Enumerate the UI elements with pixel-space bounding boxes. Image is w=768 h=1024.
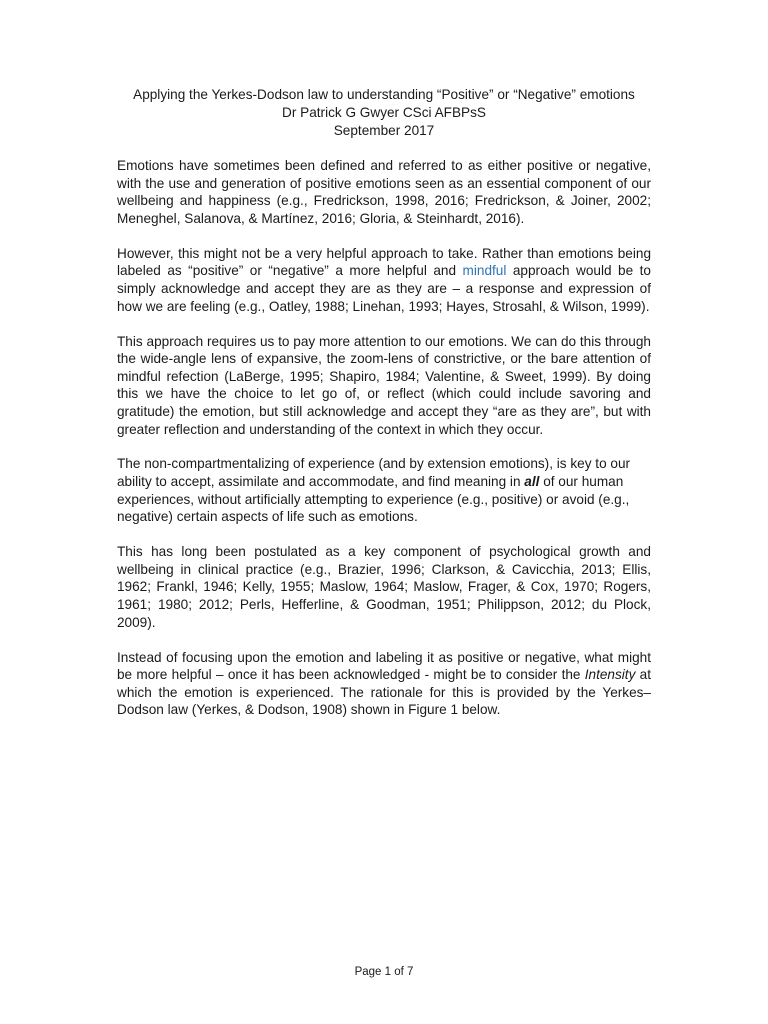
paragraph-6-text-start: Instead of focusing upon the emotion and labeling it as positive or negative, what might be more helpful – once it has been acknowledged - might be to consider the — [117, 649, 651, 683]
document-title: Applying the Yerkes-Dodson law to understanding “Positive” or “Negative” emotions — [133, 87, 635, 102]
paragraph-2-text-end: approach would be to simply acknowledge and accept they are as they are – a response and expression of how we are feeling (e.g., Oatley, 1988; Linehan, 1993; Hayes, Strosahl, & Wilson, 1999). — [117, 263, 651, 314]
paragraph-4-emphasis: all — [524, 474, 540, 490]
page-number: Page 1 of 7 — [354, 966, 414, 978]
paragraph-4-text-end: of our human experiences, without artificially attempting to experience (e.g., positive) or avoid (e.g., negative) certain aspects of life such as emotions. — [117, 474, 630, 525]
paragraph-4-text-start: The non-compartmentalizing of experience (and by extension emotions), is key to our ability to accept, assimilate and accommodate, and find meaning in — [117, 456, 631, 490]
paragraph-2 — [117, 245, 651, 315]
paragraph-6 — [117, 649, 651, 719]
paragraph-6-emphasis: Intensity — [584, 667, 636, 683]
paragraph-6-text-end: at which the emotion is experienced. The rationale for this is provided by the Yerkes–Dodson law (Yerkes, & Dodson, 1908) shown in Figure 1 below. — [117, 667, 651, 718]
document-author: Dr Patrick G Gwyer CSci AFBPsS — [282, 105, 486, 120]
paragraph-4 — [117, 455, 651, 525]
document-date: September 2017 — [333, 123, 435, 138]
document-body — [117, 157, 651, 736]
document-header — [0, 86, 768, 140]
mindful-link[interactable]: mindful — [462, 263, 507, 279]
paragraph-3: This approach requires us to pay more attention to our emotions. We can do this through the wide-angle lens of expansive, the zoom-lens of constrictive, or the bare attention of mindful refection (LaBerge, 1995; Shapiro, 1984; Valentine, & Sweet, 1999). By doing this we have the choice to let go of, or reflect (which could include savoring and gratitude) the emotion, but still acknowledge and accept they “are as they are”, but with greater reflection and understanding of the context in which they occur. — [117, 333, 651, 437]
paragraph-1: Emotions have sometimes been defined and referred to as either positive or negative, with the use and generation of positive emotions seen as an essential component of our wellbeing and happiness (e.g., Fredrickson, 1998, 2016; Fredrickson, & Joiner, 2002; Meneghel, Salanova, & Martínez, 2016; Gloria, & Steinhardt, 2016). — [117, 158, 651, 226]
paragraph-2-text-start: However, this might not be a very helpful approach to take. Rather than emotions being labeled as “positive” or “negative” a more helpful and — [117, 245, 651, 279]
paragraph-5: This has long been postulated as a key component of psychological growth and wellbeing in clinical practice (e.g., Brazier, 1996; Clarkson, & Cavicchia, 2013; Ellis, 1962; Frankl, 1946; Kelly, 1955; Maslow, 1964; Maslow, Frager, & Cox, 1970; Rogers, 1961; 1980; 2012; Perls, Hefferline, & Goodman, 1951; Philippson, 2012; du Plock, 2009). — [117, 544, 651, 630]
